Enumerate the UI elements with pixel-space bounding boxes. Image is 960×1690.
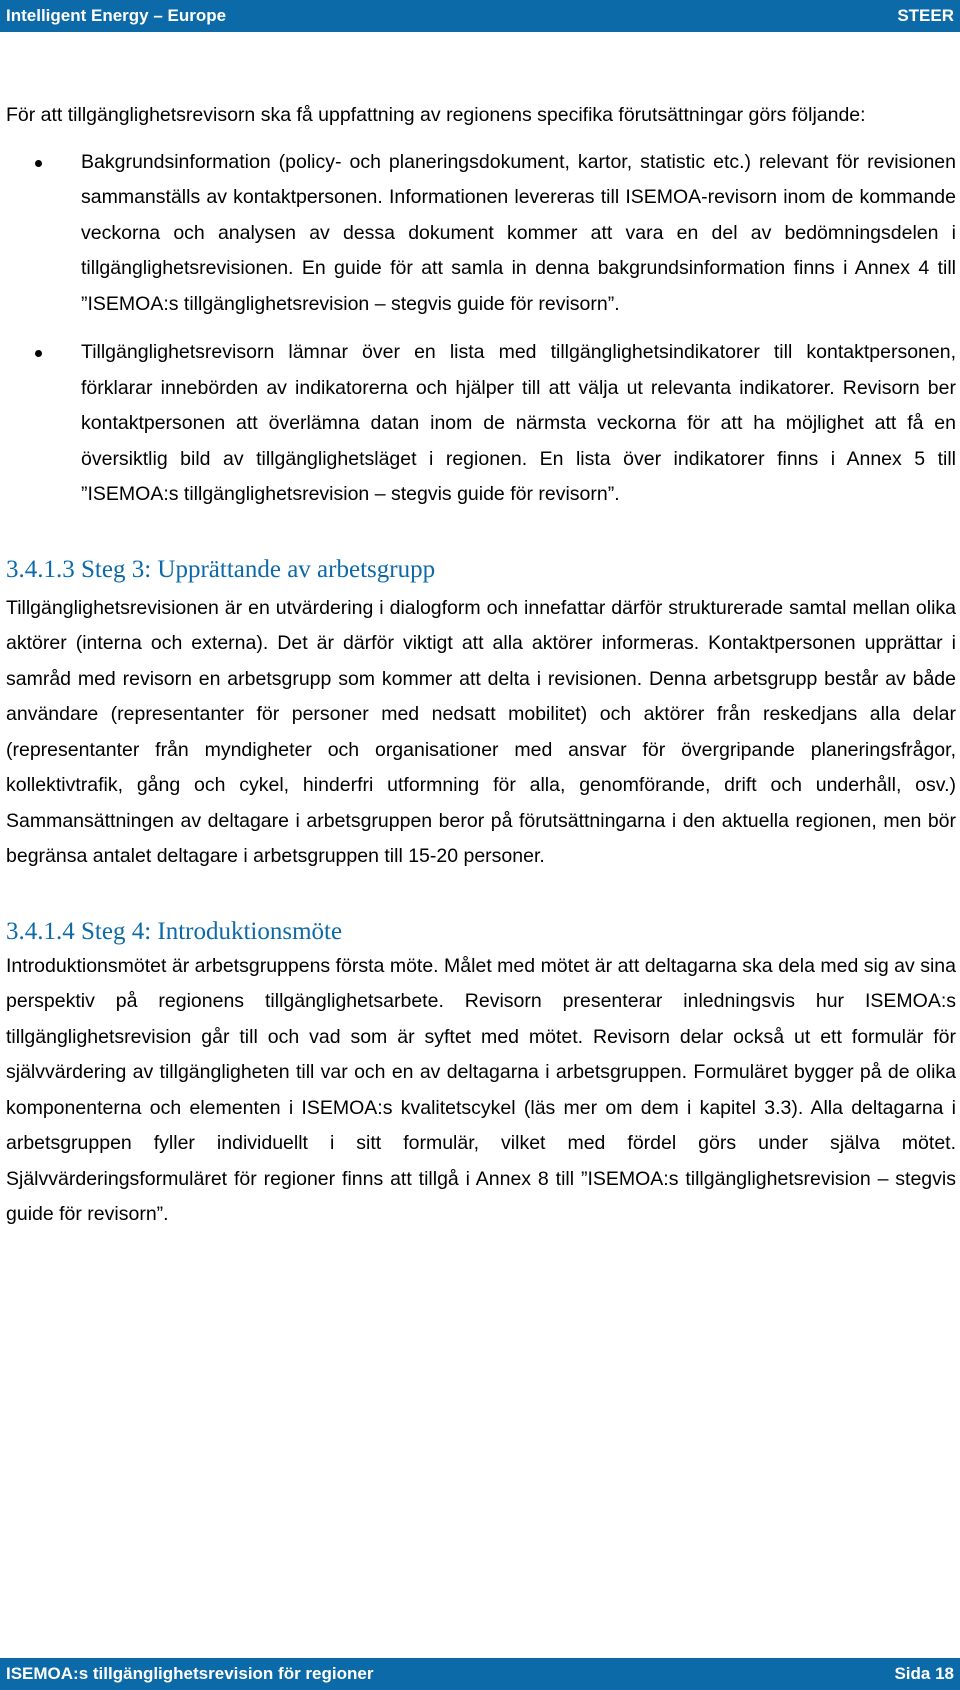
document-body	[6, 98, 956, 1233]
header-project-name: STEER	[897, 6, 954, 25]
bullet-text: Tillgänglighetsrevisorn lämnar över en lista med tillgänglighetsindikatorer till kontaktpersonen, förklarar innebörden av indikatorerna och hjälper till att välja ut relevanta indikatorer. Revisorn ber kontaktpersonen att överlämna datan inom de närmsta veckorna för att ha möjlighet att få en översiktlig bild av tillgänglighetsläget i regionen. En lista över indikatorer finns i Annex 5 till ”ISEMOA:s tillgänglighetsrevision – stegvis guide för revisorn”.	[81, 341, 956, 505]
page-header	[0, 0, 960, 32]
bullet-dot-icon	[35, 160, 42, 167]
footer-document-title: ISEMOA:s tillgänglighetsrevision för regioner	[6, 1664, 374, 1683]
bullet-item-indicators	[6, 335, 956, 513]
section-body-step3: Tillgänglighetsrevisionen är en utvärdering i dialogform och innefattar därför strukturerade samtal mellan olika aktörer (interna och externa). Det är därför viktigt att alla aktörer informeras. Kontaktpersonen upprättar i samråd med revisorn en arbetsgrupp som kommer att delta i revisionen. Denna arbetsgrupp består av både användare (representanter för personer med nedsatt mobilitet) och aktörer från reskedjans alla delar (representanter från myndigheter och organisationer med ansvar för övergripande planeringsfrågor, kollektivtrafik, gång och cykel, hinderfri utformning för alla, genomförande, drift och underhåll, osv.) Sammansättningen av deltagare i arbetsgruppen beror på förutsättningarna i den aktuella regionen, men bör begränsa antalet deltagare i arbetsgruppen till 15-20 personer.	[6, 596, 956, 867]
bullet-list	[6, 145, 956, 513]
bullet-text: Bakgrundsinformation (policy- och planeringsdokument, kartor, statistic etc.) relevant för revisionen sammanställs av kontaktpersonen. Informationen levereras till ISEMOA-revisorn inom de kommande veckorna och analysen av dessa dokument kommer att vara en del av bedömningsdelen i tillgänglighetsrevisionen. En guide för att samla in denna bakgrundsinformation finns i Annex 4 till ”ISEMOA:s tillgänglighetsrevision – stegvis guide för revisorn”.	[81, 150, 956, 315]
header-program-title: Intelligent Energy – Europe	[6, 6, 227, 25]
section-heading-step4: 3.4.1.4 Steg 4: Introduktionsmöte	[6, 917, 343, 945]
section-heading-step3: 3.4.1.3 Steg 3: Upprättande av arbetsgrupp	[6, 555, 436, 583]
bullet-dot-icon	[35, 350, 42, 357]
page-footer	[0, 1658, 960, 1690]
intro-paragraph: För att tillgänglighetsrevisorn ska få uppfattning av regionens specifika förutsättningar görs följande:	[6, 104, 866, 126]
section-body-step4: Introduktionsmötet är arbetsgruppens första möte. Målet med mötet är att deltagarna ska dela med sig av sina perspektiv på regionens tillgänglighetsarbete. Revisorn presenterar inledningsvis hur ISEMOA:s tillgänglighetsrevision går till och vad som är syftet med mötet. Revisorn delar också ut ett formulär för självvärdering av tillgängligheten till var och en av deltagarna i arbetsgruppen. Formuläret bygger på de olika komponenterna och elementen i ISEMOA:s kvalitetscykel (läs mer om dem i kapitel 3.3). Alla deltagarna i arbetsgruppen fyller individuellt i sitt formulär, vilket med fördel görs under själva mötet. Självvärderingsformuläret för regioner finns att tillgå i Annex 8 till ”ISEMOA:s tillgänglighetsrevision – stegvis guide för revisorn”.	[6, 954, 956, 1225]
bullet-item-background-info	[6, 145, 956, 323]
page-number: Sida 18	[894, 1664, 954, 1683]
